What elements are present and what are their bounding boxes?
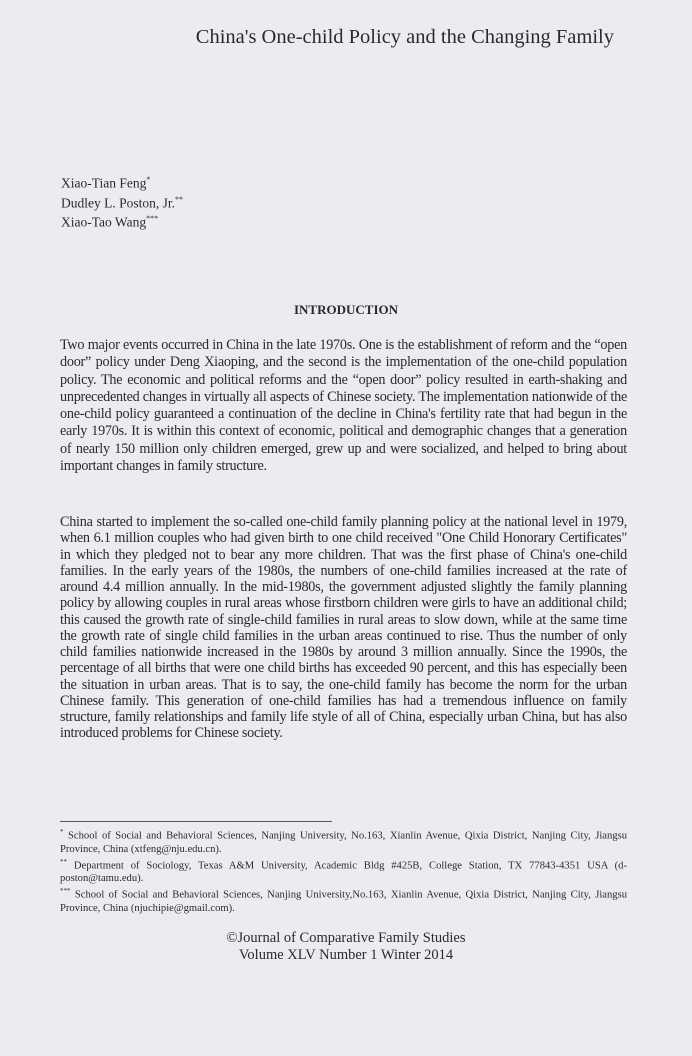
footnote: [60, 826, 627, 856]
footnote-text: School of Social and Behavioral Sciences, Nanjing University, No.163, Xianlin Avenue, Qixia District, Nanjing City, Jiangsu Province, China (xtfeng@nju.edu.cn).: [60, 830, 627, 855]
author: [61, 172, 183, 192]
footnote-mark: *: [60, 828, 64, 836]
footnotes: [60, 826, 627, 915]
footnote-divider: [60, 821, 332, 822]
footnote-mark: **: [175, 194, 184, 204]
footnote-text: Department of Sociology, Texas A&M University, Academic Bldg #425B, College Station, TX 77843-4351 USA (d-poston@tamu.edu).: [60, 860, 628, 885]
footnote: [60, 856, 627, 886]
journal-citation: [0, 930, 692, 964]
author-list: [61, 172, 183, 231]
article-title: China's One-child Policy and the Changing Family: [195, 26, 614, 48]
author-name: Xiao-Tian Feng: [61, 175, 147, 191]
footnote-mark: ***: [60, 887, 71, 896]
body-paragraph: China started to implement the so-called one-child family planning policy at the national level in 1979, when 6.1 million couples who had given birth to one child received "One Child Honorary Certificates" in which they pledged not to bear any more children. That was the first phase of China's one-child families. In the early years of the 1980s, the numbers of one-child families increased at the rate of around 4.4 million annually. In the mid-1980s, the government adjusted slightly the family planning policy by allowing couples in rural areas whose firstborn children were girls to have an additional child; this caused the growth rate of single-child families in rural areas to slow down, while at the same time the growth rate of single child families in the urban areas continued to rise. Thus the number of only child families nationwide increased in the 1980s by around 3 million annually. Since the 1990s, the percentage of all births that were one child births has exceeded 90 percent, and this has especially been the situation in urban areas. That is to say, the one-child family has become the norm for the urban Chinese family. This generation of one-child families has had a tremendous influence on family structure, family relationships and family life style of all of China, especially urban China, but has also introduced problems for Chinese society.: [60, 514, 627, 742]
footnote: [60, 885, 627, 915]
author: [61, 211, 183, 231]
author-name: Dudley L. Poston, Jr.: [61, 195, 176, 210]
footnote-text: School of Social and Behavioral Sciences, Nanjing University,No.163, Xianlin Avenue, Qixia District, Nanjing City, Jiangsu Province, China (njuchipie@gmail.com).: [60, 889, 627, 914]
author: [61, 192, 183, 212]
journal-volume: Volume XLV Number 1 Winter 2014: [238, 947, 454, 963]
footnote-mark: ***: [146, 214, 159, 223]
section-heading: INTRODUCTION: [293, 302, 398, 317]
footnote-mark: *: [146, 175, 151, 184]
footnote-mark: **: [60, 857, 67, 866]
journal-name: ©Journal of Comparative Family Studies: [226, 930, 466, 946]
body-paragraph: Two major events occurred in China in the late 1970s. One is the establishment of reform and the “open door” policy under Deng Xiaoping, and the second is the implementation of the one-child population policy. The economic and political reforms and the “open door” policy resulted in earth-shaking and unprecedented changes in virtually all aspects of Chinese society. The implementation nationwide of the one-child policy guaranteed a continuation of the decline in China's fertility rate that had begun in the early 1970s. It is within this context of economic, political and demographic changes that a generation of nearly 150 million only children emerged, grew up and were socialized, and helped to bring about important changes in family structure.: [60, 337, 627, 475]
author-name: Xiao-Tao Wang: [61, 214, 147, 230]
